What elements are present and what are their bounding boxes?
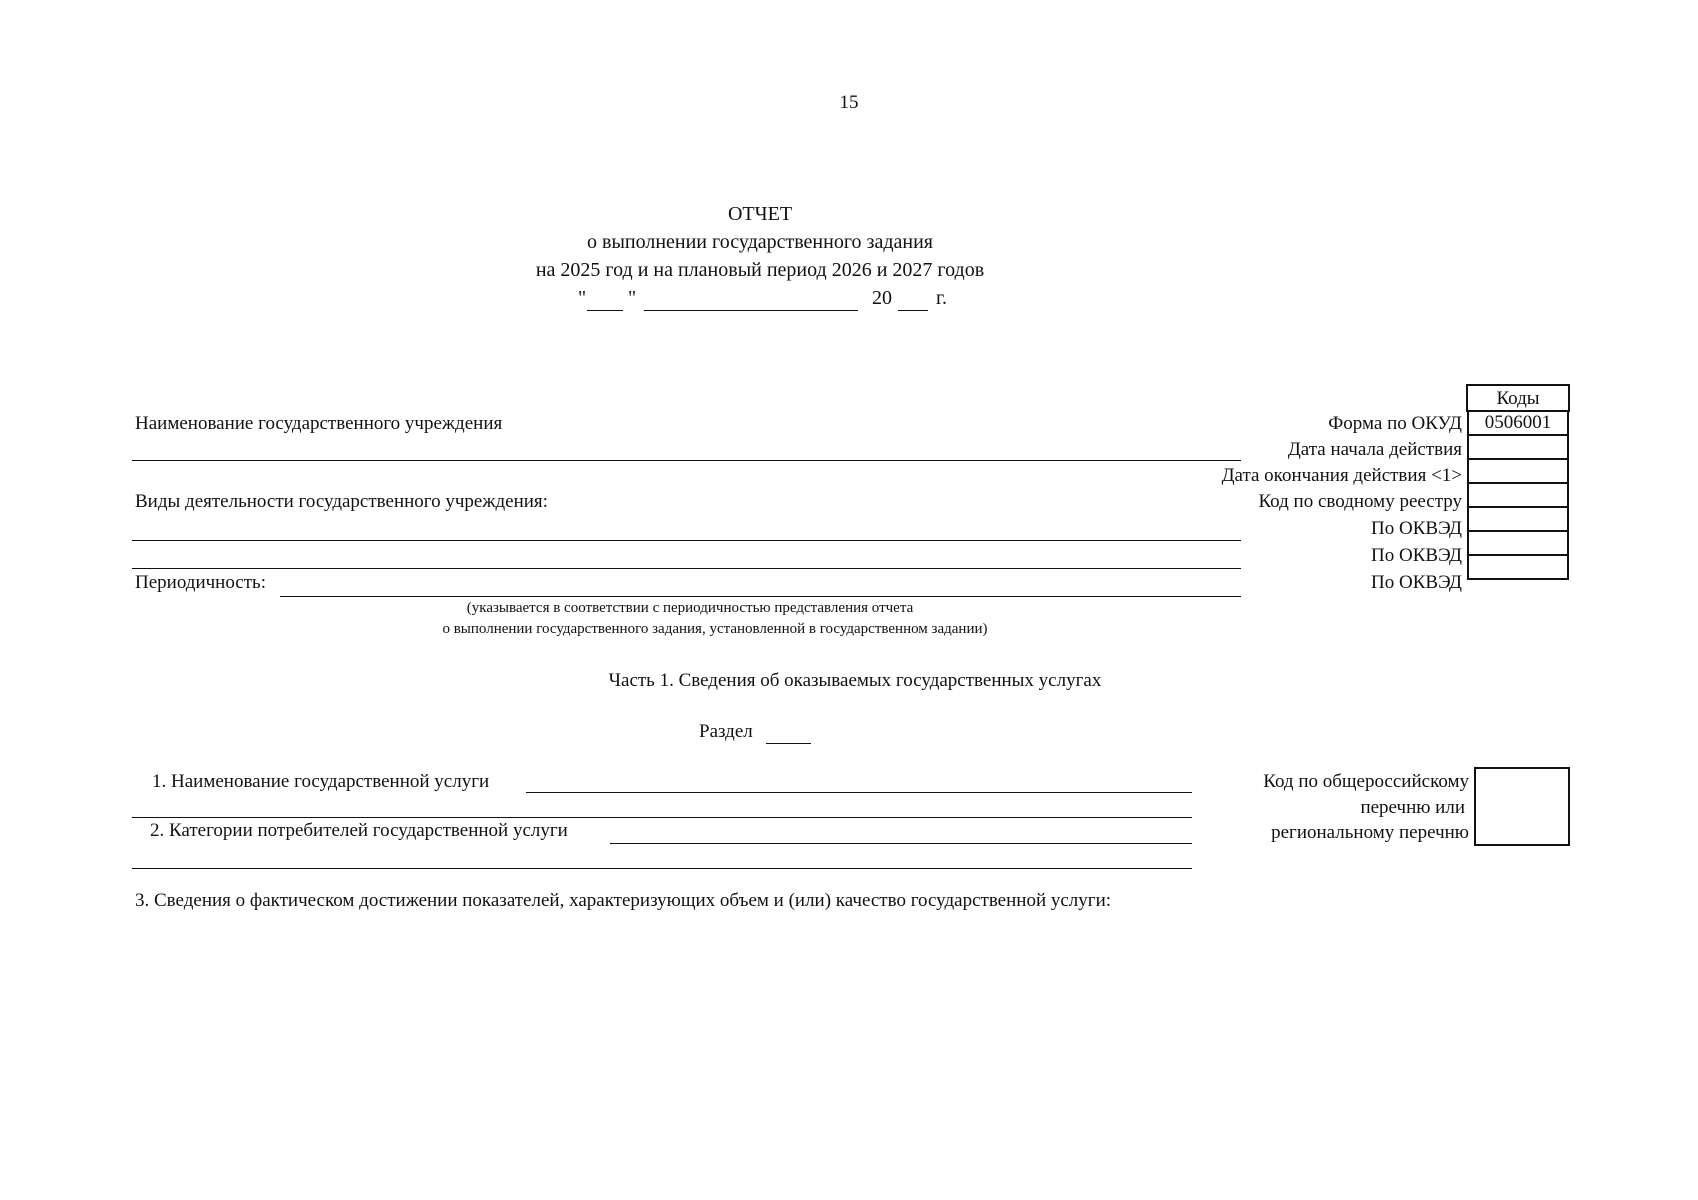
codes-header: Коды xyxy=(1496,388,1540,409)
codes-row-okved-2 xyxy=(1468,531,1568,555)
codes-row-okved-3 xyxy=(1468,555,1568,579)
section-number-field[interactable] xyxy=(766,743,811,744)
part1-title: Часть 1. Сведения об оказываемых государственных услугах xyxy=(608,670,1102,691)
codes-label-start-date: Дата начала действия xyxy=(1287,439,1462,460)
date-month-field[interactable] xyxy=(644,310,858,311)
date-year-suffix: г. xyxy=(936,287,947,309)
registry-code-label-line1: Код по общероссийскому xyxy=(1263,771,1469,792)
codes-row-start-date xyxy=(1468,435,1568,459)
report-subtitle-line2: на 2025 год и на плановый период 2026 и 2027 годов xyxy=(535,259,985,281)
codes-row-okved-1 xyxy=(1468,507,1568,531)
codes-label-okud: Форма по ОКУД xyxy=(1328,413,1462,434)
consumer-categories-field-2[interactable] xyxy=(132,868,1192,869)
codes-value-okud[interactable]: 0506001 xyxy=(1468,411,1568,435)
date-day-field[interactable] xyxy=(587,310,623,311)
codes-value-okved-3[interactable] xyxy=(1468,555,1568,579)
codes-label-registry: Код по сводному реестру xyxy=(1258,491,1462,512)
codes-label-okved-2: По ОКВЭД xyxy=(1371,545,1462,566)
service-name-field-2[interactable] xyxy=(132,817,1192,818)
codes-value-registry[interactable] xyxy=(1468,483,1568,507)
codes-header-cell xyxy=(1466,384,1570,412)
periodicity-note-line2: о выполнении государственного задания, установленной в государственном задании) xyxy=(442,621,988,637)
page-number: 15 xyxy=(839,92,859,113)
registry-code-label-line3: региональному перечню xyxy=(1271,822,1469,843)
registry-code-label-line2: перечню или xyxy=(1360,797,1465,818)
codes-row-registry xyxy=(1468,483,1568,507)
registry-code-box[interactable] xyxy=(1474,767,1570,846)
activities-label: Виды деятельности государственного учреждения: xyxy=(135,491,548,512)
institution-name-label: Наименование государственного учреждения xyxy=(135,413,503,434)
activities-field-1[interactable] xyxy=(132,540,1241,541)
codes-label-okved-1: По ОКВЭД xyxy=(1371,518,1462,539)
codes-value-okved-2[interactable] xyxy=(1468,531,1568,555)
date-year-prefix: 20 xyxy=(872,287,892,309)
periodicity-label: Периодичность: xyxy=(135,572,266,593)
codes-label-okved-3: По ОКВЭД xyxy=(1371,572,1462,593)
codes-row-end-date xyxy=(1468,459,1568,483)
report-subtitle-line1: о выполнении государственного задания xyxy=(587,231,933,253)
periodicity-field[interactable] xyxy=(280,596,1241,597)
date-quote-open: " xyxy=(578,287,587,309)
section-label: Раздел xyxy=(699,721,753,742)
periodicity-note-line1: (указывается в соответствии с периодичностью представления отчета xyxy=(466,600,914,616)
consumer-categories-field-1[interactable] xyxy=(610,843,1192,844)
activities-field-2[interactable] xyxy=(132,568,1241,569)
service-name-field-1[interactable] xyxy=(526,792,1192,793)
codes-label-end-date: Дата окончания действия <1> xyxy=(1221,465,1462,486)
codes-row-okud xyxy=(1468,411,1568,435)
codes-value-okved-1[interactable] xyxy=(1468,507,1568,531)
report-title: ОТЧЕТ xyxy=(727,203,793,225)
date-year-field[interactable] xyxy=(898,310,928,311)
indicators-heading: 3. Сведения о фактическом достижении показателей, характеризующих объем и (или) качество государственной услуги: xyxy=(135,890,1112,911)
codes-value-start-date[interactable] xyxy=(1468,435,1568,459)
date-quote-close: " xyxy=(628,287,637,309)
codes-table xyxy=(1467,410,1569,580)
codes-value-end-date[interactable] xyxy=(1468,459,1568,483)
consumer-categories-label: 2. Категории потребителей государственной услуги xyxy=(150,820,568,841)
service-name-label: 1. Наименование государственной услуги xyxy=(152,771,490,792)
institution-name-field[interactable] xyxy=(132,460,1241,461)
